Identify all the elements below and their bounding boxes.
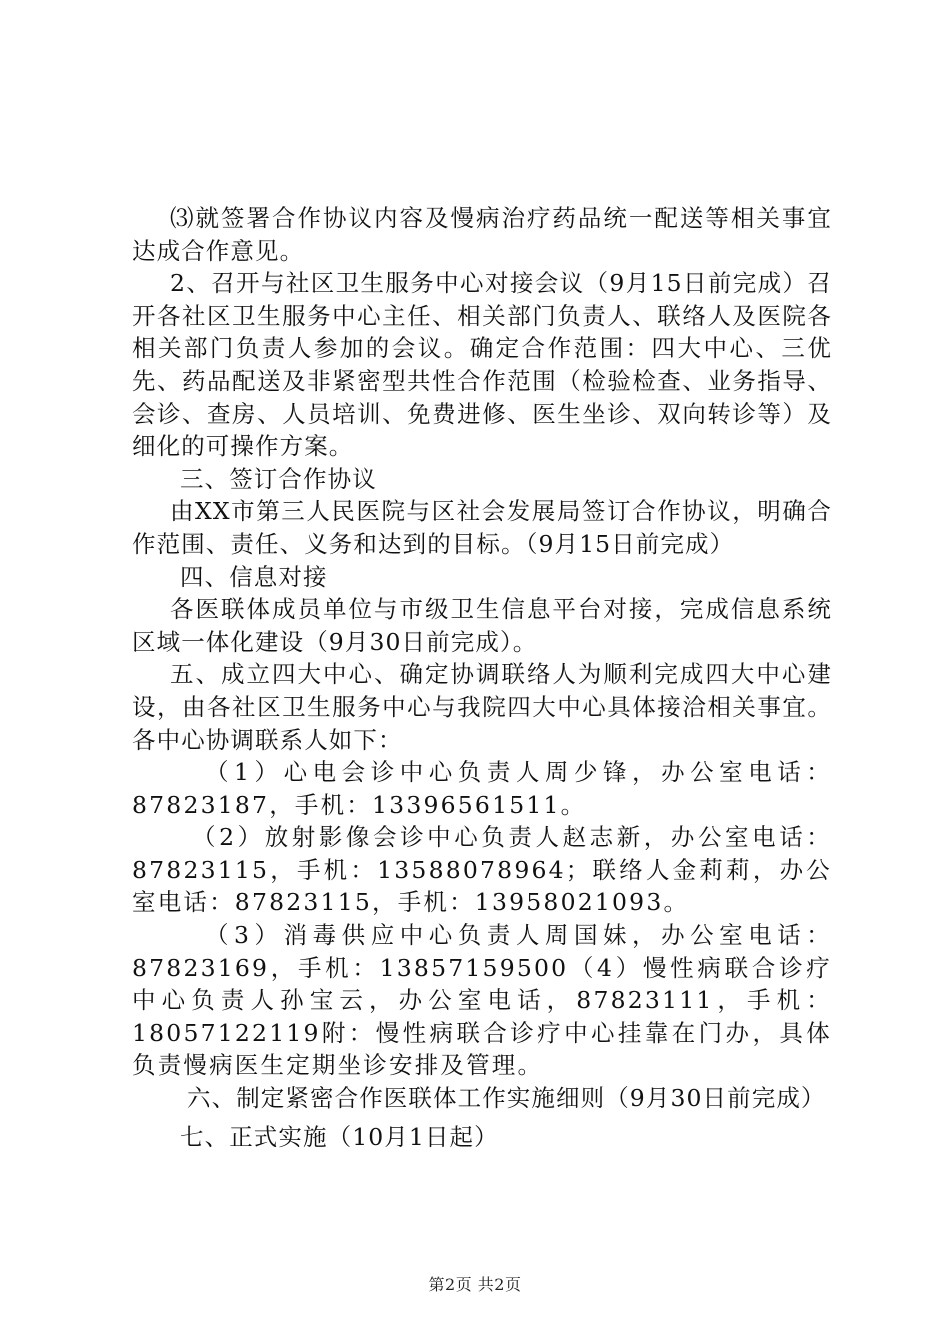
section-heading-formal-implementation: 七、正式实施（10月1日起） [180, 1122, 499, 1151]
page-footer: 第2页 共2页 [428, 1275, 522, 1294]
section-heading-information: 四、信息对接 [180, 562, 328, 591]
paragraph-information: 各医联体成员单位与市级卫生信息平台对接，完成信息系统区域一体化建设（9月30日前完成）。 [132, 595, 832, 656]
paragraph-agreement-details: ⑶就签署合作协议内容及慢病治疗药品统一配送等相关事宜达成合作意见。 [132, 204, 832, 265]
section-heading-implementation-rules: 六、制定紧密合作医联体工作实施细则（9月30日前完成） [187, 1084, 826, 1113]
paragraph-four-centers: 五、成立四大中心、确定协调联络人为顺利完成四大中心建设，由各社区卫生服务中心与我院四大中心具体接洽相关事宜。各中心协调联系人如下： [132, 660, 832, 754]
paragraph-sign-agreement: 由XX市第三人民医院与区社会发展局签订合作协议，明确合作范围、责任、义务和达到的目标。（9月15日前完成） [132, 497, 832, 558]
paragraph-meeting: 2、召开与社区卫生服务中心对接会议（9月15日前完成）召开各社区卫生服务中心主任、相关部门负责人、联络人及医院各相关部门负责人参加的会议。确定合作范围：四大中心、三优先、药品配送及非紧密型共性合作范围（检验检查、业务指导、会诊、查房、人员培训、免费进修、医生坐诊、双向转诊等）及细化的可操作方案。 [132, 269, 832, 461]
document-body [132, 202, 832, 1153]
contact-ecg-center: （1）心电会诊中心负责人周少锋，办公室电话：87823187，手机：13396561511。 [132, 758, 832, 819]
contact-radiology-center: （2）放射影像会诊中心负责人赵志新，办公室电话：87823115，手机：13588078964；联络人金莉莉，办公室电话：87823115，手机：13958021093。 [132, 823, 832, 917]
contact-disinfection-center: （3）消毒供应中心负责人周国妹，办公室电话：87823169，手机：13857159500（4）慢性病联合诊疗中心负责人孙宝云，办公室电话，87823111，手机：18057122119附：慢性病联合诊疗中心挂靠在门办，具体负责慢病医生定期坐诊安排及管理。 [132, 921, 832, 1080]
section-heading-sign-agreement: 三、签订合作协议 [180, 464, 377, 493]
